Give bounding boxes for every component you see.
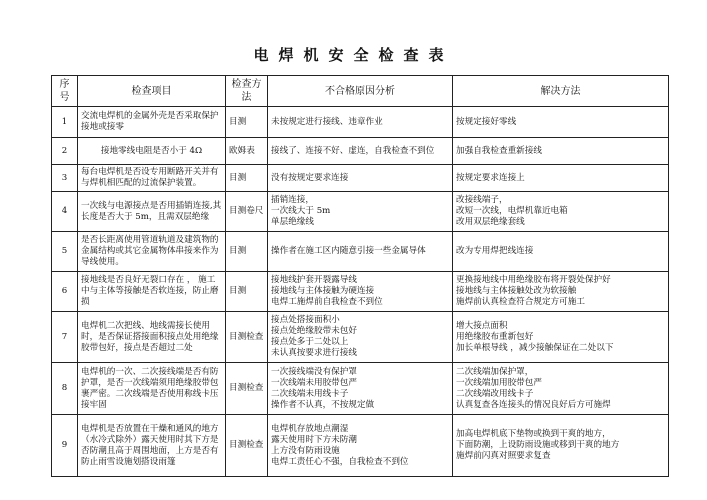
- table-row: [52, 138, 669, 165]
- cell-seq: 4: [52, 192, 78, 232]
- cell-method: 目测: [226, 272, 268, 312]
- cell-solution: 增大接点面积 用绝缘胶布重新包好 加长单根导线 ，减少接触保证在二处以下: [453, 312, 669, 363]
- cell-cause: 插销连接， 一次线大于 5m 单层绝缘线: [268, 192, 453, 232]
- cell-cause: 接地线护套开裂露导线 接地线与主体接触为硬连接 电焊工施焊前自我检查不到位: [268, 272, 453, 312]
- cell-cause: 一次接线端没有保护罩 一次线端未用胶带包严 二次线端未用线卡子 操作者不认真，不按规定做: [268, 363, 453, 415]
- cell-cause: 电焊机存放地点潮湿 露天使用时下方未防潮 上方没有防雨设施 电焊工责任心不强，自我检查不到位: [268, 415, 453, 477]
- cell-item: 每台电焊机是否设专用断路开关并有与焊机相匹配的过流保护装置。: [78, 165, 226, 192]
- cell-cause: 操作者在施工区内随意引接一些金属导体: [268, 232, 453, 272]
- cell-item: 接地零线电阻是否小于 4Ω: [78, 138, 226, 165]
- cell-seq: 8: [52, 363, 78, 415]
- table-row: [52, 107, 669, 138]
- cell-solution: 加高电焊机底下垫物或换到干爽的地方， 下面防潮，上设防雨设施或移到干爽的地方 施焊前闪真对照要求复查: [453, 415, 669, 477]
- cell-item: 是否长距离使用管道轨道及建筑物的金属结构或其它金属物体串接来作为导线使用。: [78, 232, 226, 272]
- cell-seq: 3: [52, 165, 78, 192]
- header-item: 检查项目: [78, 76, 226, 107]
- document-title: 电焊机安全检查表: [253, 46, 454, 64]
- cell-solution: 按规定接好零线: [453, 107, 669, 138]
- table-row: [52, 312, 669, 363]
- cell-seq: 1: [52, 107, 78, 138]
- cell-cause: 接线了、连接不好、虚连，自我检查不到位: [268, 138, 453, 165]
- cell-item: 交流电焊机的金属外壳是否采取保护接地或接零: [78, 107, 226, 138]
- cell-cause: 未按规定进行接线、违章作业: [268, 107, 453, 138]
- inspection-table: [51, 75, 669, 477]
- cell-item: 电焊机二次把线、地线需接长使用时，是否保证搭接面积接点处用绝缘胶带包好，接点是否超过二处: [78, 312, 226, 363]
- cell-method: 目测: [226, 107, 268, 138]
- cell-solution: 加强自我检查重新接线: [453, 138, 669, 165]
- cell-method: 目测卷尺: [226, 192, 268, 232]
- table-row: [52, 272, 669, 312]
- table-row: [52, 165, 669, 192]
- cell-seq: 2: [52, 138, 78, 165]
- cell-cause: 没有按规定要求连接: [268, 165, 453, 192]
- table-row: [52, 192, 669, 232]
- cell-solution: 改接线端子， 改短一次线，电焊机靠近电箱 改用双层绝缘套线: [453, 192, 669, 232]
- header-method: 检查方法: [226, 76, 268, 107]
- cell-item: 接地线是否良好无裂口存在 ， 施工中与主体等接触是否软连接，防止磨损: [78, 272, 226, 312]
- cell-method: 目测检查: [226, 312, 268, 363]
- cell-solution: 二次线端加保护罩， 一次线端加用胶带包严 二次线端改用线卡子 认真复查各连接头的情况良好后方可施焊: [453, 363, 669, 415]
- cell-solution: 按规定要求连接上: [453, 165, 669, 192]
- cell-seq: 6: [52, 272, 78, 312]
- header-solution: 解决方法: [453, 76, 669, 107]
- cell-method: 目测: [226, 232, 268, 272]
- cell-seq: 9: [52, 415, 78, 477]
- header-row: [52, 76, 669, 107]
- cell-item: 电焊机的一次、二次接线端是否有防护罩，是否一次线端须用绝缘胶带包裹严密。二次线端是否使用称线卡压接牢固: [78, 363, 226, 415]
- table-row: [52, 363, 669, 415]
- cell-item: 电焊机是否放置在干燥和通风的地方（水冷式除外）露天使用时其下方是否防潮且高于周围地面，上方是否有防止雨雪设施划搭设雨篷: [78, 415, 226, 477]
- cell-method: 目测检查: [226, 363, 268, 415]
- cell-seq: 7: [52, 312, 78, 363]
- cell-solution: 更换接地线中用绝缘胶布将开裂处保护好 接地线与主体接触处改为软接触 施焊前认真检查符合规定方可施工: [453, 272, 669, 312]
- cell-solution: 改为专用焊把线连接: [453, 232, 669, 272]
- cell-method: 目测: [226, 165, 268, 192]
- cell-cause: 接点处搭接面积小 接点处绝缘胶带未包好 接点处多于二处以上 未认真按要求进行接线: [268, 312, 453, 363]
- table-row: [52, 415, 669, 477]
- header-cause: 不合格原因分析: [268, 76, 453, 107]
- cell-method: 目测检查: [226, 415, 268, 477]
- table-row: [52, 232, 669, 272]
- cell-seq: 5: [52, 232, 78, 272]
- cell-method: 欧姆表: [226, 138, 268, 165]
- cell-item: 一次线与电源接点是否用插销连接,其长度是否大于 5m，且需双层绝缘: [78, 192, 226, 232]
- header-seq: 序号: [52, 76, 78, 107]
